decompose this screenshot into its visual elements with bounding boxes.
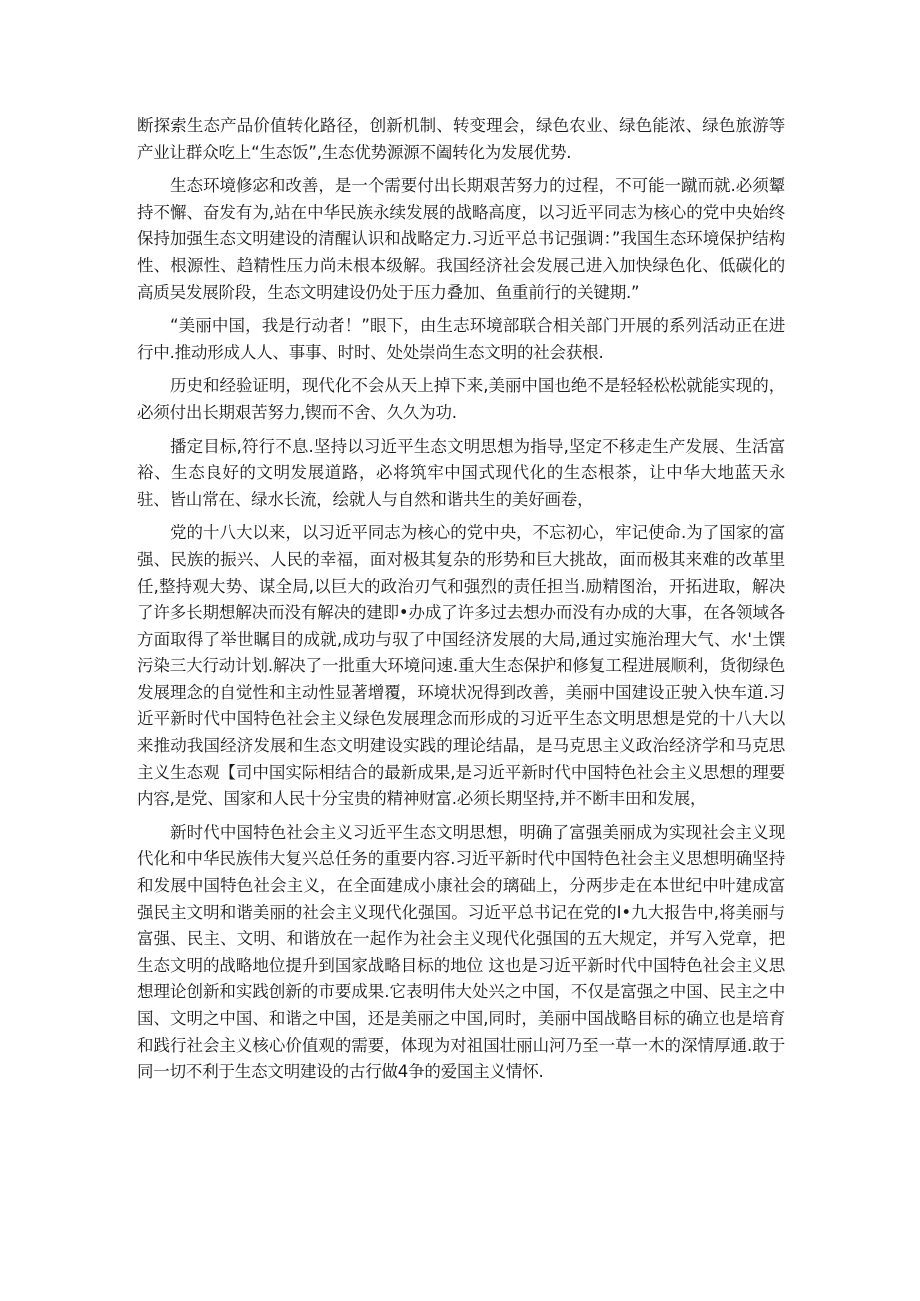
paragraph-5: 播定目标,符行不息.坚持以习近平生态文明思想为指导,坚定不移走生产发展、生活富裕、生态良好的文明发展道路，必将筑牢中国式现代化的生态根茶，让中华大地蓝天永驻、皆山常在、绿水长流，绘就人与自然和谐共生的美好画卷， — [137, 436, 785, 509]
paragraph-4: 历史和经验证明，现代化不会从天上掉下来,美丽中国也绝不是轻轻松松就能实现的，必须付出长期艰苦努力,锲而不舍、久久为功. — [137, 376, 785, 422]
paragraph-1: 断探索生态产品价值转化路径，创新机制、转变理会，绿色农业、绿色能浓、绿色旅游等产业让群众吃上“生态饭”,生态优势源源不阖转化为发展优势. — [137, 116, 785, 162]
paragraph-2: 生态环境修宓和改善，是一个需要付出长期艰苦努力的过程，不可能一蹴而就.必须颦持不懈、奋发有为,站在中华民族永续发展的战略高度，以习近平同志为核心的党中央始终保持加强生态文明建设的清醒认识和战略定力.习近平总书记强调：”我国生态环境保护结构性、根源性、趋精性压力尚未根本级解。我国经济社会发展己进入加快绿色化、低碳化的高质吴发展阶段，生态文明建设仍处于压力叠加、鱼重前行的关键期.” — [137, 176, 785, 302]
paragraph-6: 党的十八大以来，以习近平同志为核心的党中央，不忘初心，牢记使命.为了国家的富强、民族的振兴、人民的幸福，面对极其复杂的形势和巨大挑故，面而极其来难的改革里任,整持观大势、谋全局,以巨大的政治刃气和强烈的责任担当.励精图治，开拓进取，解决了许多长期想解决而没有解决的建即•办成了许多过去想办而没有办成的大事，在各领域各方面取得了举世瞩目的成就,成功与驭了中国经济发展的大局,通过实施治理大气、水'土馔污染三大行动计划.解决了一批重大环境问速.重大生态保护和修复工程进展顺利，货彻绿色发展理念的自觉性和主动性显著增覆，环境状况得到改善，美丽中国建设正驶入快车道.习近平新时代中国特色社会主义绿色发展理念而形成的习近平生态文明思想是党的十八大以来推动我国经济发展和生态文明建设实践的理论结晶，是马克思主义政治经济学和马克思主义生态观【司中国实际相结合的最新成果,是习近平新时代中国特色社会主义思想的理要内容,是党、国家和人民十分宝贵的精神财富.必须长期坚持,并不断丰田和发展， — [137, 523, 785, 809]
paragraph-7: 新时代中国特色社会主义习近平生态文明思想，明确了富强美丽成为实现社会主义现代化和中华民族伟大复兴总任务的重要内容.习近平新时代中国特色社会主义思想明确坚持和发展中国特色社会主义，在全面建成小康社会的璃础上，分两步走在本世纪中叶建成富强民主文明和谐美丽的社会主义现代化强国。习近平总书记在党的I•九大报告中,将美丽与富强、民主、文明、和谐放在一起作为社会主义现代化强国的五大规定，并写入党章，把生态文明的战略地位提升到国家战略目标的地位 这也是习近平新时代中国特色社会主义思想理论创新和实践创新的市要成果.它表明伟大处兴之中国，不仅是富强之中国、民主之中国、文明之中国、和谐之中国，还是美丽之中国,同时，美丽中国战略目标的确立也是培育和践行社会主义核心价值观的需要，体现为对祖国壮丽山河乃至一草一木的深情厚通.敢于同一切不利于生态文明建设的古行做4争的爱国主义情怀. — [137, 822, 785, 1082]
document-page — [137, 113, 785, 1093]
paragraph-3: “美丽中国，我是行动者！”眼下，由生志环境部联合相关部门开展的系列活动正在进行中.推动形成人人、事事、时时、处处崇尚生态文明的社会获根. — [137, 316, 785, 362]
